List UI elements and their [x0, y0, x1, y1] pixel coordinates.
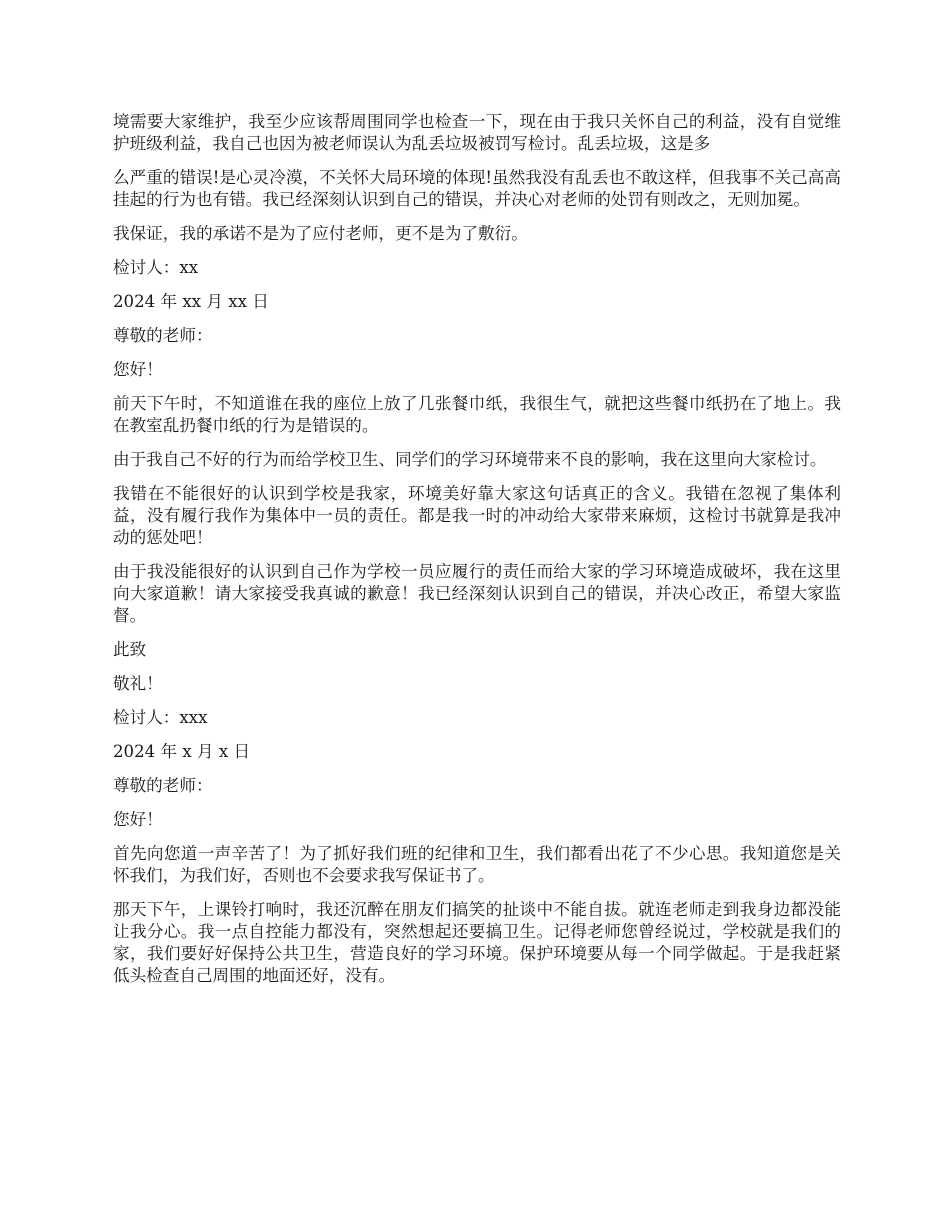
paragraph-9: 由于我自己不好的行为而给学校卫生、同学们的学习环境带来不良的影响，我在这里向大家检讨。	[113, 450, 827, 469]
signature-line: 检讨人：xx	[113, 258, 199, 277]
salutation: 尊敬的老师：	[113, 326, 213, 345]
signature-line-2: 检讨人：xxx	[113, 708, 208, 727]
paragraph-3: 我保证，我的承诺不是为了应付老师，更不是为了敷衍。	[113, 224, 528, 243]
closing-line: 此致	[113, 640, 147, 659]
paragraph-18: 首先向您道一声辛苦了！为了抓好我们班的纪律和卫生，我们都看出花了不少心思。我知道您是关怀我们，为我们好，否则也不会要求我写保证书了。	[113, 844, 841, 885]
paragraph-19: 那天下午，上课铃打响时，我还沉醉在朋友们搞笑的扯谈中不能自拔。就连老师走到我身边都没能让我分心。我一点自控能力都没有，突然想起还要搞卫生。记得老师您曾经说过，学校就是我们的家，我们要好好保持公共卫生，营造良好的学习环境。保护环境要从每一个同学做起。于是我赶紧低头检查自己周围的地面还好，没有。	[113, 900, 841, 985]
date-line-2: 2024 年 x 月 x 日	[113, 742, 251, 761]
date-line: 2024 年 xx 月 xx 日	[113, 292, 269, 311]
paragraph-11: 由于我没能很好的认识到自己作为学校一员应履行的责任而给大家的学习环境造成破坏，我在这里向大家道歉！请大家接受我真诚的歉意！我已经深刻认识到自己的错误，并决心改正，希望大家监督。	[113, 562, 841, 625]
greeting: 您好！	[113, 360, 163, 379]
salutation-2: 尊敬的老师：	[113, 776, 213, 795]
paragraph-10: 我错在不能很好的认识到学校是我家，环境美好靠大家这句话真正的含义。我错在忽视了集体利益，没有履行我作为集体中一员的责任。都是我一时的冲动给大家带来麻烦，这检讨书就算是我冲动的惩处吧！	[113, 484, 841, 547]
paragraph-1: 境需要大家维护，我至少应该帮周围同学也检查一下，现在由于我只关怀自己的利益，没有自觉维护班级利益，我自己也因为被老师误认为乱丢垃圾被罚写检讨。乱丢垃圾，这是多	[113, 112, 841, 153]
closing-salute: 敬礼！	[113, 674, 163, 693]
document-body	[113, 111, 841, 999]
paragraph-2: 么严重的错误!是心灵冷漠，不关怀大局环境的体现!虽然我没有乱丢也不敢这样，但我事不关己高高挂起的行为也有错。我已经深刻认识到自己的错误，并决心对老师的处罚有则改之，无则加冕。	[113, 168, 841, 209]
greeting-2: 您好！	[113, 810, 163, 829]
paragraph-8: 前天下午时，不知道谁在我的座位上放了几张餐巾纸，我很生气，就把这些餐巾纸扔在了地上。我在教室乱扔餐巾纸的行为是错误的。	[113, 394, 841, 435]
